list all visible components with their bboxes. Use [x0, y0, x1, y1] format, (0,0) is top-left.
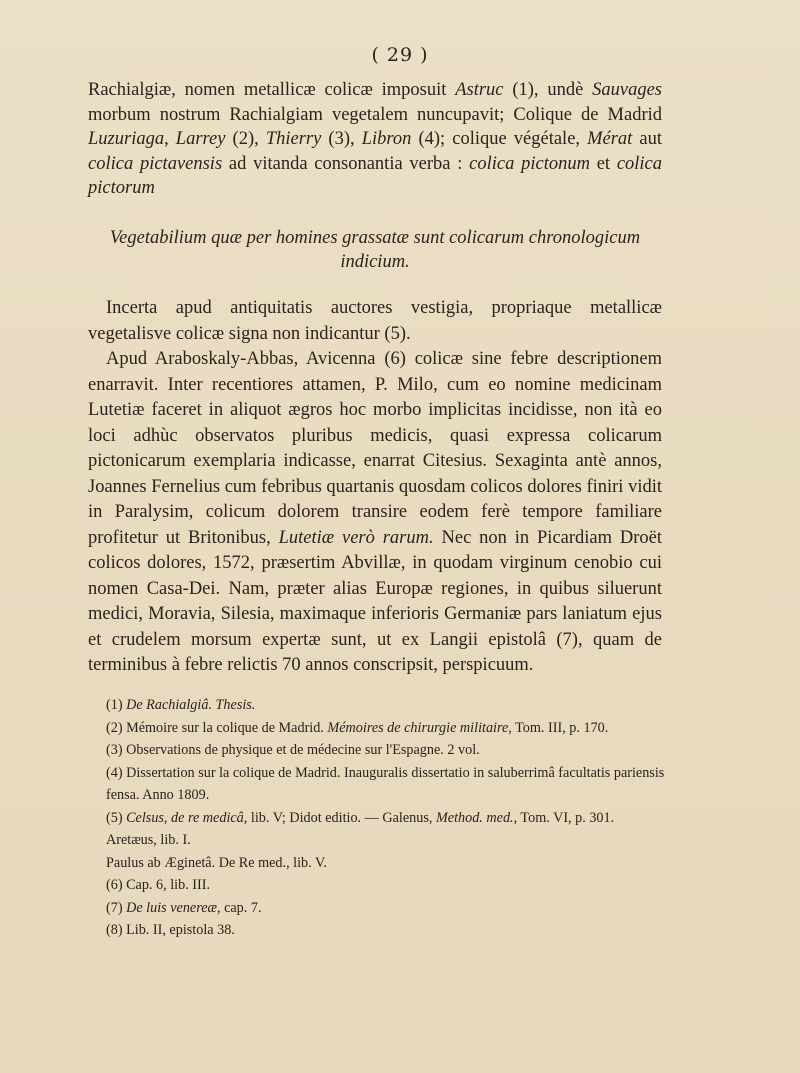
text: , Tom. VI, p. 301. Aretæus, lib. I. [106, 809, 615, 848]
footnote-3 [106, 739, 666, 762]
text: morbum nostrum Rachialgiam vegetalem nuncupavit; Colique de Madrid [88, 104, 662, 125]
text: Dissertation sur la colique de Madrid. Inauguralis dissertatio in saluberrimâ facultatis pariensis fensa. Anno 1809. [106, 764, 665, 803]
text: Apud Araboskaly-Abbas, Avicenna (6) colicæ sine febre descriptionem enarravit. Inter recentiores attamen, P. Milo, cum eo nomine medicinam Lutetiæ faceret in aliquot ægros hoc morbo implicitas incidisse, non ità eo loci adhùc observatos pluribus medicis, quasi expressa colicarum pictonicarum exemplaria indicasse, enarrat Citesius. Sexaginta antè annos, Joannes Fernelius cum febribus quartanis quosdam colicos dolores finiri vidit in Paralysim, colicum dolorem transire eodem ferè tempore familiare profitetur ut Britonibus, [88, 349, 662, 548]
paragraph [88, 347, 662, 679]
text: ad vitanda consonantia verba : [222, 153, 470, 174]
footnote-7 [106, 897, 666, 920]
text: lib. V; Didot editio. — Galenus, [247, 809, 436, 826]
footnote-5-continued: Paulus ab Æginetâ. De Re med., lib. V. [106, 854, 327, 871]
text: Rachialgiæ, nomen metallicæ colicæ imposuit [88, 80, 456, 100]
text: , cap. 7. [216, 899, 262, 916]
footnote-4 [106, 762, 666, 807]
author-name: Astruc [455, 80, 504, 100]
footnote-8 [106, 919, 666, 942]
text: , [164, 129, 176, 149]
footnote-number: (5) [106, 809, 123, 826]
footnote-1 [106, 694, 666, 717]
footnote-number: (8) [106, 922, 123, 938]
footnote-2 [106, 717, 666, 740]
author-name: Mérat [587, 129, 633, 149]
text: De Rachialgiâ. Thesis. [126, 697, 256, 713]
text: Cap. 6, lib. III. [126, 877, 211, 893]
author-name: Luzuriaga [88, 129, 165, 149]
text: (1), undè [503, 80, 593, 100]
footnote-number: (4) [106, 764, 123, 781]
intro-paragraph [88, 78, 662, 201]
footnote-number: (7) [106, 899, 123, 916]
text: aut [632, 129, 663, 149]
text: (3), [321, 129, 362, 149]
emphasis: Lutetiæ verò rarum. [278, 527, 434, 548]
text: Celsus, de re medicâ, [126, 809, 248, 826]
footnote-5 [106, 807, 666, 852]
paragraph: Incerta apud antiquitatis auctores vestigia, propriaque metallicæ vegetalisve colicæ signa non indicantur (5). [88, 298, 662, 344]
text: Nec non in Picardiam Droët colicos dolores, 1572, præsertim Abvillæ, in quodam virginum cenobio cui nomen Casa-Dei. Nam, præter alias Europæ regiones, in quibus siluerunt medici, Moravia, Silesia, maximaque inferioris Germaniæ pars laniatum ejus et crudelem morsum expertæ sunt, ut ex Langii epistolâ (7), quam de terminibus à febre relictis 70 annos conscripsit, perspicuum. [88, 527, 663, 675]
text: , Tom. III, p. 170. [508, 719, 609, 736]
footnote-number: (2) [106, 719, 123, 736]
text: De luis venereæ [126, 899, 217, 916]
author-name: Libron [361, 129, 412, 149]
author-name: Thierry [265, 129, 322, 149]
text: et [589, 153, 617, 174]
term: colica pictorum [88, 153, 663, 198]
section-heading: Vegetabilium quæ per homines grassatæ sunt colicarum chronologicum indicium. [109, 228, 641, 272]
author-name: Sauvages [592, 80, 662, 100]
text: Lib. II, epistola 38. [126, 922, 235, 938]
term: colica pictavensis [88, 153, 223, 174]
author-name: Larrey [175, 129, 226, 149]
text: Method. med. [435, 809, 514, 826]
footnote-number: (1) [106, 697, 123, 713]
footnotes [106, 694, 666, 942]
text: Mémoires de chirurgie militaire [327, 719, 509, 736]
footnote-6 [106, 874, 666, 897]
text: (2), [225, 129, 266, 149]
page-number: ( 29 ) [371, 44, 429, 66]
body-text [88, 296, 662, 679]
text: Mémoire sur la colique de Madrid. [126, 719, 328, 736]
footnote-number: (3) [106, 742, 123, 758]
footnote-number: (6) [106, 877, 123, 893]
text: (4); colique végétale, [411, 129, 588, 149]
term: colica pictonum [469, 153, 590, 174]
text: Observations de physique et de médecine sur l'Espagne. 2 vol. [126, 742, 480, 758]
